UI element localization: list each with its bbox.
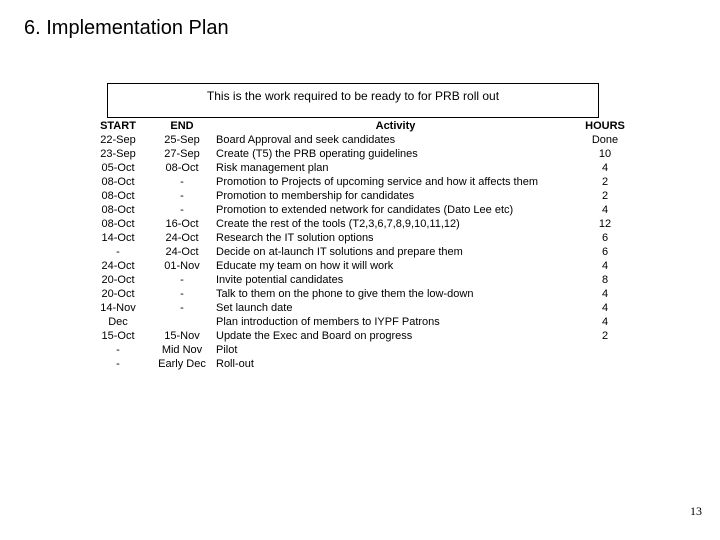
cell-hours: 4 bbox=[601, 316, 609, 328]
cell-end: 24-Oct bbox=[165, 246, 199, 258]
cell-end: - bbox=[180, 204, 184, 216]
cell-start: 08-Oct bbox=[101, 218, 135, 230]
cell-end: 15-Nov bbox=[164, 330, 200, 342]
cell-hours: 4 bbox=[601, 302, 609, 314]
cell-activity: Board Approval and seek candidates bbox=[216, 134, 396, 146]
cell-activity: Update the Exec and Board on progress bbox=[216, 330, 413, 342]
cell-hours: 10 bbox=[598, 148, 612, 160]
page-number: 13 bbox=[690, 504, 702, 518]
table-row bbox=[88, 217, 635, 231]
header-start: START bbox=[100, 120, 136, 132]
cell-start: 14-Oct bbox=[101, 232, 135, 244]
table-row bbox=[88, 147, 635, 161]
cell-end: - bbox=[180, 274, 184, 286]
cell-activity: Decide on at-launch IT solutions and prepare them bbox=[216, 246, 463, 258]
cell-end: - bbox=[180, 176, 184, 188]
cell-end: 24-Oct bbox=[165, 232, 199, 244]
cell-activity: Set launch date bbox=[216, 302, 293, 314]
cell-start: - bbox=[116, 358, 120, 370]
table-row bbox=[88, 161, 635, 175]
cell-activity: Pilot bbox=[216, 344, 238, 356]
cell-activity: Plan introduction of members to IYPF Patrons bbox=[216, 316, 440, 328]
cell-start: 24-Oct bbox=[101, 260, 135, 272]
cell-start: Dec bbox=[108, 316, 128, 328]
table-row bbox=[88, 343, 635, 357]
cell-activity: Promotion to Projects of upcoming service and how it affects them bbox=[216, 176, 539, 188]
table-row bbox=[88, 287, 635, 301]
page-title: 6. Implementation Plan bbox=[24, 17, 229, 39]
header-end: END bbox=[170, 120, 194, 132]
cell-start: 08-Oct bbox=[101, 190, 135, 202]
table-row bbox=[88, 357, 635, 371]
cell-activity: Talk to them on the phone to give them the low-down bbox=[216, 288, 474, 300]
cell-activity: Create the rest of the tools (T2,3,6,7,8,9,10,11,12) bbox=[216, 218, 460, 230]
intro-box bbox=[107, 83, 599, 118]
cell-activity: Research the IT solution options bbox=[216, 232, 374, 244]
table-row bbox=[88, 189, 635, 203]
table-row bbox=[88, 231, 635, 245]
table-header bbox=[88, 119, 635, 133]
cell-activity: Roll-out bbox=[216, 358, 254, 370]
cell-start: 05-Oct bbox=[101, 162, 135, 174]
cell-hours: 2 bbox=[601, 190, 609, 202]
table-row bbox=[88, 273, 635, 287]
cell-end: 16-Oct bbox=[165, 218, 199, 230]
cell-hours: 4 bbox=[601, 204, 609, 216]
cell-hours: 6 bbox=[601, 246, 609, 258]
cell-hours: 4 bbox=[601, 260, 609, 272]
cell-activity: Risk management plan bbox=[216, 162, 329, 174]
header-hours: HOURS bbox=[585, 120, 625, 132]
implementation-plan-table bbox=[88, 119, 635, 371]
cell-end: Early Dec bbox=[158, 358, 206, 370]
table-row bbox=[88, 315, 635, 329]
cell-hours: 2 bbox=[601, 176, 609, 188]
cell-end: 01-Nov bbox=[164, 260, 200, 272]
cell-start: 22-Sep bbox=[100, 134, 136, 146]
cell-hours: 4 bbox=[601, 288, 609, 300]
cell-end: - bbox=[180, 288, 184, 300]
cell-start: 14-Nov bbox=[100, 302, 136, 314]
cell-hours: Done bbox=[591, 134, 619, 146]
cell-activity: Promotion to membership for candidates bbox=[216, 190, 415, 202]
cell-end bbox=[148, 315, 216, 329]
cell-start: - bbox=[116, 246, 120, 258]
cell-hours: 2 bbox=[601, 330, 609, 342]
cell-end: - bbox=[180, 190, 184, 202]
cell-hours: 4 bbox=[601, 162, 609, 174]
intro-text: This is the work required to be ready to for PRB roll out bbox=[206, 89, 500, 103]
cell-start: - bbox=[116, 344, 120, 356]
cell-end: 27-Sep bbox=[164, 148, 200, 160]
cell-start: 20-Oct bbox=[101, 274, 135, 286]
table-row bbox=[88, 259, 635, 273]
cell-hours: 12 bbox=[598, 218, 612, 230]
table-row bbox=[88, 329, 635, 343]
table-row bbox=[88, 245, 635, 259]
table-body bbox=[88, 133, 635, 371]
cell-activity: Promotion to extended network for candidates (Dato Lee etc) bbox=[216, 204, 514, 216]
cell-hours: 6 bbox=[601, 232, 609, 244]
header-activity: Activity bbox=[375, 120, 416, 132]
cell-end: 25-Sep bbox=[164, 134, 200, 146]
table-row bbox=[88, 175, 635, 189]
cell-start: 23-Sep bbox=[100, 148, 136, 160]
cell-start: 15-Oct bbox=[101, 330, 135, 342]
cell-end: 08-Oct bbox=[165, 162, 199, 174]
cell-hours bbox=[575, 357, 635, 371]
cell-activity: Educate my team on how it will work bbox=[216, 260, 394, 272]
table-row bbox=[88, 301, 635, 315]
cell-start: 20-Oct bbox=[101, 288, 135, 300]
table-row bbox=[88, 203, 635, 217]
cell-start: 08-Oct bbox=[101, 204, 135, 216]
cell-hours: 8 bbox=[601, 274, 609, 286]
cell-end: - bbox=[180, 302, 184, 314]
cell-start: 08-Oct bbox=[101, 176, 135, 188]
cell-activity: Invite potential candidates bbox=[216, 274, 344, 286]
cell-activity: Create (T5) the PRB operating guidelines bbox=[216, 148, 418, 160]
table-row bbox=[88, 133, 635, 147]
cell-end: Mid Nov bbox=[161, 344, 203, 356]
cell-hours bbox=[575, 343, 635, 357]
